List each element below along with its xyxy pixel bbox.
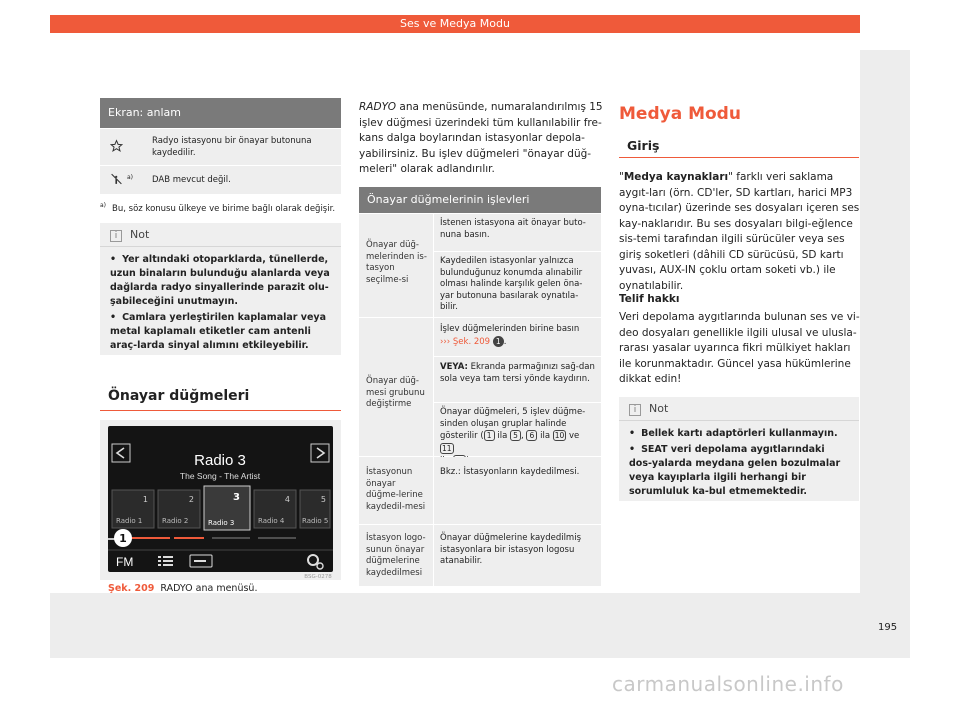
button-number-badge: 10	[554, 431, 565, 440]
figure-caption	[108, 583, 257, 594]
info-icon: i	[629, 404, 641, 416]
footnote-text: Bu, söz konusu ülkeye ve birime bağlı olarak değişir.	[112, 203, 336, 214]
station-name: Radio 3	[194, 452, 246, 469]
table-cell	[434, 357, 601, 402]
paragraph-text: " farklı veri saklama aygıt-ları (örn. CD'ler, SD kartları, harici MP3 oyna-tıcılar) üzerinde ses dosyaları içeren ses kay-naklarıdır. Bu ses dosyaları bilgi-eğlence sis-temi tarafından ilgili sürücüler veya ses giriş soketleri (dâhili CD sürücüsü, SD kartı yuvası, AUX-IN çoklu ortam soketi vb.) ile oynatılabilir.	[619, 171, 860, 292]
table-cell-text: Önayar düğmelerine kaydedilmiş istasyonlara bir istasyon logosu atanabilir.	[434, 525, 601, 586]
functions-table-header: Önayar düğmelerinin işlevleri	[359, 187, 601, 213]
list-item: • Bellek kartı adaptörleri kullanmayın.	[629, 427, 849, 441]
button-number-badge: 11	[442, 443, 452, 453]
cell-text: İşlev düğmelerinden birine basın	[440, 324, 580, 334]
table-cell-text: İstenen istasyona ait önayar buto-nuna basın.	[434, 214, 601, 251]
figure-frame	[100, 420, 341, 580]
list-icon	[158, 556, 173, 566]
preset-number: 4	[284, 495, 290, 504]
star-outline-icon	[110, 140, 123, 155]
table-cell: Önayar düğmeleri, 5 işlev düğme-sinden oluşan gruplar halinde gösterilir ( 1 ila 5 , 6 ila 10 ve 11	[434, 403, 601, 456]
table-row-label: Önayar düğ-mesi grubunu değiştirme	[359, 318, 433, 456]
table-row-label: İstasyonun önayar düğme-lerine kaydedil-mesi	[359, 457, 433, 524]
callout-badge: 1	[493, 336, 504, 347]
cell-text: Önayar düğmeleri, 5 işlev düğme-sinden oluşan gruplar halinde gösterilir (	[440, 407, 586, 441]
note-box	[100, 223, 341, 355]
preset-label: Radio 2	[162, 517, 189, 525]
preset-number: 2	[188, 495, 194, 504]
note-header	[619, 397, 859, 421]
section-rule	[619, 157, 859, 158]
radio-screen	[100, 420, 341, 580]
cell-text: ve	[566, 431, 580, 441]
media-mode-title: Medya Modu	[619, 104, 741, 124]
figure-caption-text: RADYO ana menüsü.	[160, 583, 258, 594]
preset-number: 1	[142, 495, 148, 504]
button-number-badge: 6	[526, 430, 537, 441]
preset-label: Radio 5	[302, 517, 329, 525]
preset-label: Radio 4	[258, 517, 285, 525]
info-icon: i	[110, 230, 122, 242]
section-title: Önayar düğmeleri	[108, 388, 250, 404]
note-header	[100, 223, 341, 247]
table-row	[100, 166, 341, 194]
note-list	[100, 247, 341, 363]
radio-intro-paragraph	[359, 100, 603, 178]
note-title: Not	[130, 228, 150, 241]
list-item: • Yer altındaki otoparklarda, tünellerde, uzun binaların bulunduğu alanlarda veya dağlarda radyo sinyallerinde parazit olu-şabileceğini unutmayın.	[110, 253, 331, 309]
preset-number: 5	[320, 495, 326, 504]
table-cell-text: Kaydedilen istasyonlar yalnızca bulunduğunuz konumda alınabilir olması halinde karşılık gelen öna-yar butonuna basılarak oynatıla-bilir.	[434, 252, 601, 317]
media-intro-paragraph: "Medya kaynakları" farklı veri saklama aygıt-ları (örn. CD'ler, SD kartları, harici MP3 oyna-tıcılar) üzerinde ses dosyaları içeren ses kay-naklarıdır. Bu ses dosyaları bilgi-eğlence sis-temi tarafından ilgili sürücüler veya ses giriş soketleri (dâhili CD sürücüsü, SD kartı yuvası, AUX-IN çoklu ortam soketi vb.) ile oynatılabilir.	[619, 171, 860, 292]
band-label: FM	[116, 555, 134, 569]
figure-reference-link[interactable]: ››› Şek. 209	[440, 336, 491, 347]
table-cell-text: Bkz.: İstasyonların kaydedilmesi.	[434, 457, 601, 524]
note-box	[619, 397, 859, 501]
page-number: 195	[878, 622, 898, 633]
media-sources-term: Medya kaynakları	[623, 171, 729, 183]
table-cell-text: DAB mevcut değil.	[152, 175, 231, 185]
cell-bold-text: VEYA:	[440, 362, 468, 372]
footnote-mark: a)	[100, 202, 107, 209]
note-list	[619, 421, 859, 509]
song-title: The Song - The Artist	[179, 471, 261, 481]
radio-mode-term: RADYO	[359, 101, 397, 113]
button-number-badge: 1	[484, 430, 495, 441]
preset-label: Radio 1	[116, 517, 143, 525]
table-row-label: Önayar düğ-melerinden is-tasyon seçilme-si	[359, 214, 433, 317]
figure-number: Şek. 209	[108, 583, 155, 594]
button-number-badge: 5	[510, 430, 521, 441]
footnote	[100, 200, 341, 215]
table-cell: İşlev düğmelerinden birine basın ››› Şek. 209 1 .	[434, 318, 601, 356]
copyright-paragraph: Veri depolama aygıtlarında bulunan ses ve vi-deo dosyaları genellikle ilgili ulusal ve ulusla-rarası yasalar uyarınca fikri mülkiyet hakları ile korunmaktadır. Güncel yasa hükümlerine dikkat edin!	[619, 311, 860, 385]
table-row	[100, 129, 341, 165]
table-row-label: İstasyon logo-sunun önayar düğmelerine kaydedilmesi	[359, 525, 433, 586]
section-rule	[100, 410, 341, 411]
cell-text: Ekranda parmağınızı sağ-dan sola veya tam tersi yönde kaydırın.	[440, 362, 595, 384]
copyright-heading: Telif hakkı	[619, 293, 680, 305]
footnote-ref: a)	[127, 174, 134, 181]
note-title: Not	[649, 402, 669, 415]
list-item: • SEAT veri depolama aygıtlarındaki dos-yalarda meydana gelen bozulmalar veya kayıplarla ilgili herhangi bir sorumluluk ka-bul etmemektedir.	[629, 443, 849, 499]
list-item: • Camlara yerleştirilen kaplamalar veya metal kaplamalı etiketler cam antenli araç-larda sinyal alımını etkileyebilir.	[110, 311, 331, 353]
figure-code: BSG-0278	[304, 574, 332, 580]
watermark: carmanualsonline.info	[612, 672, 844, 696]
display-table-header: Ekran: anlam	[100, 98, 341, 128]
no-signal-icon	[110, 173, 123, 188]
paragraph-text: ana menüsünde, numaralandırılmış 15 işlev düğmesi üzerindeki tüm kullanılabilir fre-kans dalga boylarından istasyonlar depola-yabilirsiniz. Bu işlev düğmeleri "önayar düğ-meleri" olarak adlandırılır.	[359, 101, 603, 175]
table-cell-text: Radyo istasyonu bir önayar butonuna kaydedilir.	[152, 136, 312, 158]
preset-label: Radio 3	[208, 519, 235, 527]
preset-number: 3	[233, 492, 240, 503]
cell-text: ila	[537, 431, 553, 441]
chapter-banner: Ses ve Medya Modu	[50, 15, 860, 33]
callout-number: 1	[119, 532, 127, 545]
section-subtitle: Giriş	[627, 138, 660, 153]
cell-text: ila	[494, 431, 511, 441]
